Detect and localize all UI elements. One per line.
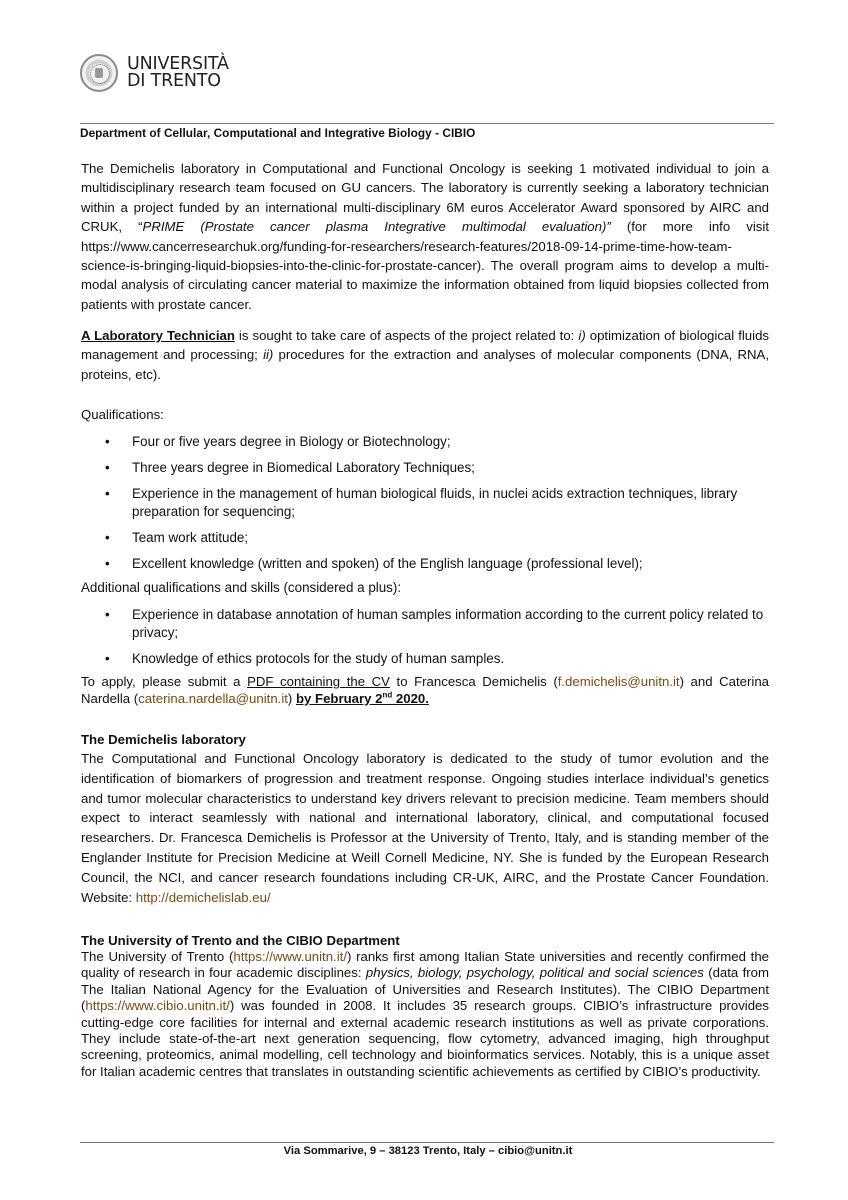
list-item: • Knowledge of ethics protocols for the study of human samples.: [81, 650, 769, 668]
intro-text-continued: (for more info visit https://www.cancerresearchuk.org/funding-for-researchers/research-features/2018-09-14-prime-time-how-team-science-is-bringing-liquid-biopsies-into-the-clinic-for-prostate-cancer). The overall program aims to develop a multi-modal analysis of circulating cancer material to maximize the information obtained from liquid biopsies collected from patients with prostate cancer.: [81, 219, 769, 312]
university-text: (data from The Italian National Agency for the Evaluation of Universities and Research Institutes). The CIBIO Department (: [81, 965, 769, 1014]
additional-qualifications-label: Additional qualifications and skills (considered a plus):: [81, 580, 402, 595]
university-text: ) ranks first among Italian State universities and recently confirmed the quality of research in four academic disciplines:: [81, 949, 770, 981]
university-text: ) was founded in 2008. It includes 35 research groups. CIBIO’s infrastructure provides cutting-edge core facilities for internal and external academic research institutions as well as private corporations. They include state-of-the-art next generation sequencing, flow cytometry, advanced imaging, high throughput screening, proteomics, animal modelling, cell technology and bioinformatics services. Notably, this is a unique asset for Italian academic centres that translates in outstanding scientific achievements as certified by CIBIO’s productivity.: [81, 998, 769, 1079]
list-item: • Four or five years degree in Biology or Biotechnology;: [81, 433, 769, 451]
list-item: • Excellent knowledge (written and spoken) of the English language (professional level);: [81, 555, 769, 573]
lab-website-link[interactable]: http://demichelislab.eu/: [135, 889, 271, 905]
apply-text: ): [287, 691, 296, 706]
intro-text: The Demichelis laboratory in Computational and Functional Oncology is seeking 1 motivated individual to join a multidisciplinary research team focused on GU cancers. The laboratory is currently seeking a laboratory technician within a project funded by an international multi-disciplinary 6M euros Accelerator Award sponsored by AIRC and CRUK, “: [81, 161, 769, 235]
role-marker-ii: ii): [263, 347, 274, 363]
header-divider: [80, 123, 774, 124]
lab-section-title: The Demichelis laboratory: [81, 732, 246, 747]
disciplines: physics, biology, psychology, political and social sciences: [365, 965, 704, 981]
logo-line-1: UNIVERSITÀ: [127, 54, 229, 74]
project-name: PRIME (Prostate cancer plasma Integrative multimodal evaluation)”: [142, 219, 611, 235]
deadline: [296, 691, 429, 706]
list-item: • Experience in database annotation of human samples information according to the current policy related to privacy;: [81, 606, 769, 642]
lab-section-body: [81, 749, 769, 907]
role-text: optimization of biological fluids management and processing;: [81, 328, 769, 363]
lab-text: The Computational and Functional Oncology laboratory is dedicated to the study of tumor evolution and the identification of biomarkers of progression and treatment response. Ongoing studies interlace individual’s genetics and tumor molecular characteristics to understand key drivers relevant to precision medicine. Team members should expect to interact seamlessly with national and international laboratory, clinical, and computational focused researchers. Dr. Francesca Demichelis is Professor at the University of Trento, Italy, and is standing member of the Englander Institute for Precision Medicine at Weill Cornell Medicine, NY. She is funded by the European Research Council, the NCI, and cancer research foundations including CR-UK, AIRC, and the Prostate Cancer Foundation. Website:: [81, 751, 769, 905]
list-item: • Experience in the management of human biological fluids, in nuclei acids extraction techniques, library preparation for sequencing;: [81, 485, 769, 521]
cibio-link[interactable]: https://www.cibio.unitn.it/: [85, 998, 230, 1014]
footer-text: Via Sommarive, 9 – 38123 Trento, Italy – cibio@unitn.it: [283, 1145, 573, 1157]
role-text: procedures for the extraction and analyses of molecular components (DNA, RNA, proteins, etc).: [81, 347, 769, 382]
deadline-suffix: nd: [382, 690, 393, 700]
footer-divider: [80, 1142, 774, 1143]
apply-text: To apply, please submit a: [81, 674, 248, 689]
intro-paragraph: [81, 159, 769, 314]
role-marker-i: i): [578, 328, 586, 343]
qualifications-list: [81, 433, 769, 581]
apply-text: to Francesca Demichelis (: [389, 674, 558, 689]
qualifications-label: Qualifications:: [81, 407, 164, 422]
logo-wordmark: [127, 56, 229, 90]
additional-qualifications-list: [81, 606, 769, 676]
email-link-nardella[interactable]: caterina.nardella@unitn.it: [138, 691, 288, 706]
email-link-demichelis[interactable]: f.demichelis@unitn.it: [557, 674, 680, 689]
role-paragraph: [81, 326, 769, 384]
university-section-body: [81, 949, 769, 1080]
deadline-text: by February 2: [295, 691, 383, 706]
deadline-year: 2020.: [392, 691, 429, 706]
footer-address: [0, 1145, 848, 1157]
list-item: • Team work attitude;: [81, 529, 769, 547]
role-title: A Laboratory Technician: [81, 328, 235, 343]
unitn-link[interactable]: https://www.unitn.it/: [233, 949, 347, 964]
university-text: The University of Trento (: [81, 949, 234, 964]
list-item: • Three years degree in Biomedical Laboratory Techniques;: [81, 459, 769, 477]
pdf-cv-link[interactable]: PDF containing the CV: [247, 674, 390, 689]
university-section-title: The University of Trento and the CIBIO Department: [81, 933, 400, 948]
department-title: Department of Cellular, Computational and Integrative Biology - CIBIO: [80, 126, 476, 140]
apply-paragraph: [81, 673, 769, 707]
logo-line-2: DI TRENTO: [127, 71, 221, 91]
university-seal-icon: [80, 54, 118, 92]
role-text: is sought to take care of aspects of the project related to:: [234, 328, 579, 343]
university-logo: [80, 54, 229, 92]
apply-text: ) and Caterina Nardella (: [81, 674, 769, 706]
